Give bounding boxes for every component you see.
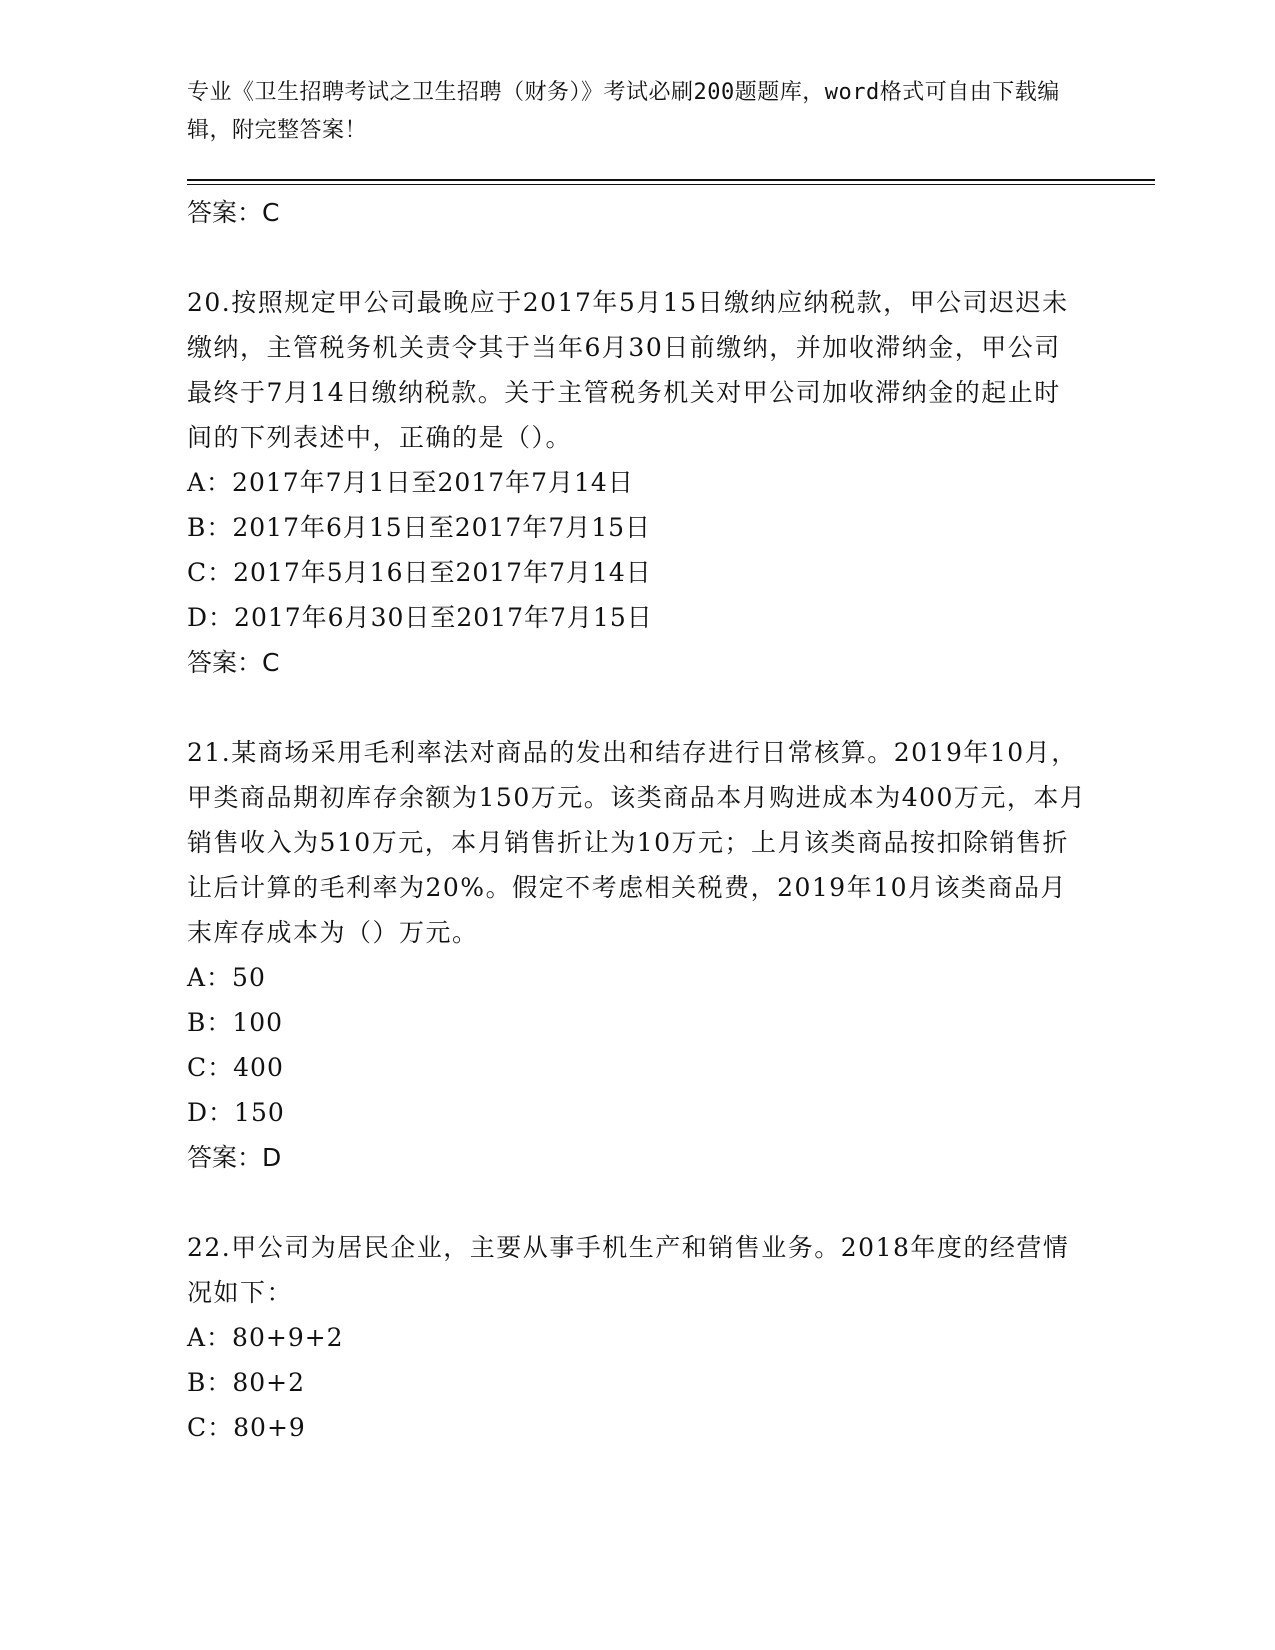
page-title: 专业《卫生招聘考试之卫生招聘（财务）》考试必刷200题题库，word格式可自由下载编辑，附完整答案！: [187, 80, 1060, 143]
option-b: B：80+2: [187, 1368, 306, 1397]
option-c: C：2017年5月16日至2017年7月14日: [187, 558, 652, 587]
option-c: C：80+9: [187, 1413, 306, 1442]
header-divider-thin: [187, 184, 1155, 185]
answer-line: 答案：C: [187, 198, 280, 227]
option-b: B：2017年6月15日至2017年7月15日: [187, 513, 652, 542]
question-block: [187, 1225, 1087, 1450]
question-block: [187, 280, 1087, 685]
answer-line: 答案：D: [187, 1143, 282, 1172]
question-stem: 20.按照规定甲公司最晚应于2017年5月15日缴纳应纳税款，甲公司迟迟未缴纳，主管税务机关责令其于当年6月30日前缴纳，并加收滞纳金，甲公司最终于7月14日缴纳税款。关于主管税务机关对甲公司加收滞纳金的起止时间的下列表述中，正确的是（）。: [187, 288, 1069, 452]
question-stem: 21.某商场采用毛利率法对商品的发出和结存进行日常核算。2019年10月，甲类商品期初库存余额为150万元。该类商品本月购进成本为400万元，本月销售收入为510万元，本月销售折让为10万元；上月该类商品按扣除销售折让后计算的毛利率为20%。假定不考虑相关税费，2019年10月该类商品月末库存成本为（）万元。: [187, 738, 1087, 947]
answer-line: 答案：C: [187, 648, 280, 677]
question-stem: 22.甲公司为居民企业，主要从事手机生产和销售业务。2018年度的经营情况如下：: [187, 1233, 1070, 1307]
header-divider-thick: [187, 179, 1155, 181]
page-header: [187, 74, 1067, 150]
option-a: A：50: [187, 963, 266, 992]
option-a: A：2017年7月1日至2017年7月14日: [187, 468, 634, 497]
option-b: B：100: [187, 1008, 284, 1037]
option-a: A：80+9+2: [187, 1323, 344, 1352]
question-block: [187, 730, 1087, 1180]
document-body: [187, 190, 1087, 1450]
option-d: D：150: [187, 1098, 285, 1127]
option-d: D：2017年6月30日至2017年7月15日: [187, 603, 653, 632]
option-c: C：400: [187, 1053, 284, 1082]
